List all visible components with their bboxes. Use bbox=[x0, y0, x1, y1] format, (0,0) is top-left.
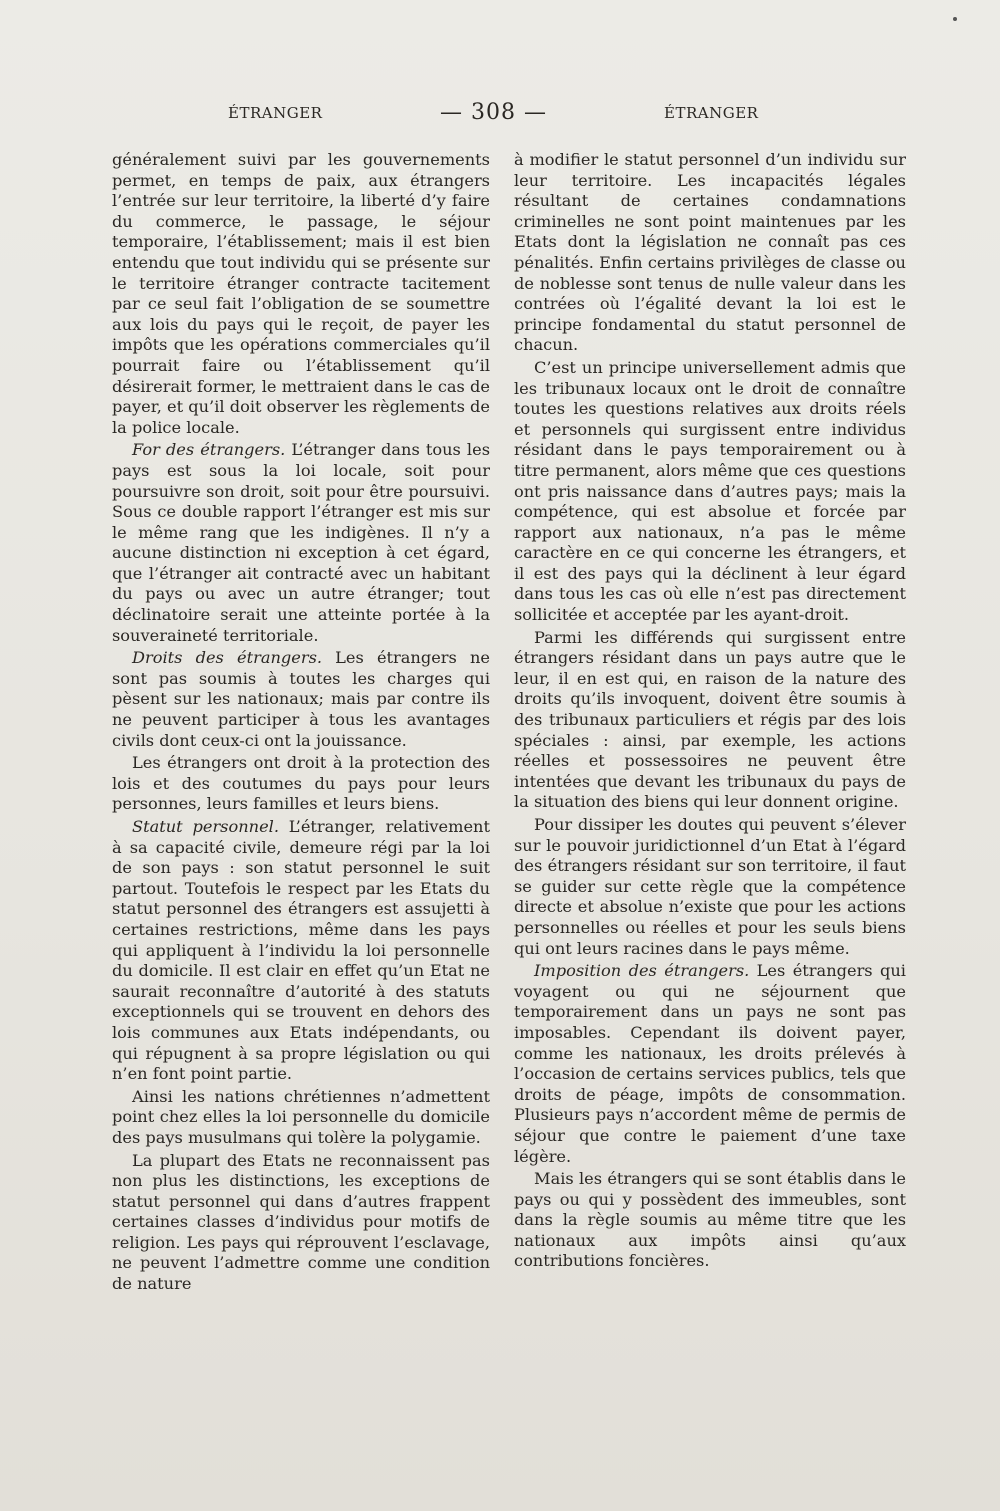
section-title: Imposition des étrangers. bbox=[534, 961, 750, 981]
paragraph: Pour dissiper les doutes qui peuvent s’élever sur le pouvoir juridictionnel d’un Etat à l’égard des étrangers résidant sur son territoire, il faut se guider sur cette règle que la compétence directe et absolue n’existe que pour les actions personnelles ou réelles et pour les seuls biens qui ont leurs racines dans le pays même. bbox=[514, 815, 906, 958]
paragraph: Statut personnel. L’étranger, relativement à sa capacité civile, demeure régi par la loi de son pays : son statut personnel le suit partout. Toutefois le respect par les Etats du statut personnel des étrangers est assujetti à certaines restrictions, même dans les pays qui appliquent à l’individu la loi personnelle du domicile. Il est clair en effet qu’un Etat ne saurait reconnaître d’autorité à des statuts exceptionnels qui se trouvent en dehors des lois communes aux Etats indépendants, ou qui répugnent à sa propre législation ou qui n’en font point partie. bbox=[112, 817, 490, 1084]
paragraph: Ainsi les nations chrétiennes n’admettent point chez elles la loi personnelle du domicile des pays musulmans qui tolère la polygamie. bbox=[112, 1086, 490, 1147]
paragraph: La plupart des Etats ne reconnaissent pas non plus les distinctions, les exceptions de statut personnel qui dans d’autres frappent certaines classes d’individus pour motifs de religion. Les pays qui réprouvent l’esclavage, ne peuvent l’admettre comme une condition de nature bbox=[112, 1150, 490, 1294]
section-title: Droits des étrangers. bbox=[132, 648, 323, 668]
paragraph: généralement suivi par les gouvernements permet, en temps de paix, aux étrangers l’entrée sur leur territoire, la liberté d’y faire du commerce, le passage, le séjour temporaire, l’établissement; mais il est bien entendu que tout individu qui se présente sur le territoire étranger contracte tacitement par ce seul fait l’obligation de se soumettre aux lois du pays qui le reçoit, de payer les impôts que les opérations commerciales qu’il pourrait faire ou l’établissement qu’il désirerait former, le mettraient dans le cas de payer, et qu’il doit observer les règlements de la police locale. bbox=[112, 150, 490, 437]
page-number: — 308 — bbox=[440, 100, 547, 125]
running-head-left: ÉTRANGER bbox=[228, 104, 323, 122]
running-head-right: ÉTRANGER bbox=[664, 104, 759, 122]
print-speck bbox=[953, 17, 957, 21]
paragraph: à modifier le statut personnel d’un individu sur leur territoire. Les incapacités légales résultant de certaines condamnations criminelles ne sont point maintenues par les Etats dont la législation ne connaît pas ces pénalités. Enfin certains privilèges de classe ou de noblesse sont tenus de nulle valeur dans les contrées où l’égalité devant la loi est le principe fondamental du statut personnel de chacun. bbox=[514, 150, 906, 355]
paragraph: Les étrangers ont droit à la protection des lois et des coutumes du pays pour leurs personnes, leurs familles et leurs biens. bbox=[112, 753, 490, 814]
right-column bbox=[514, 150, 906, 1272]
paragraph: Parmi les différends qui surgissent entre étrangers résidant dans un pays autre que le leur, il en est qui, en raison de la nature des droits qu’ils invoquent, doivent être soumis à des tribunaux particuliers et régis par des lois spéciales : ainsi, par exemple, les actions réelles et possessoires ne peuvent être intentées que devant les tribunaux du pays de la situation des biens qui leur donnent origine. bbox=[514, 627, 906, 812]
left-column bbox=[112, 150, 490, 1295]
paragraph: For des étrangers. L’étranger dans tous les pays est sous la loi locale, soit pour poursuivre son droit, soit pour être poursuivi. Sous ce double rapport l’étranger est mis sur le même rang que les indigènes. Il n’y a aucune distinction ni exception à cet égard, que l’étranger ait contracté avec un habitant du pays ou avec un autre étranger; tout déclinatoire serait une atteinte portée à la souveraineté territoriale. bbox=[112, 440, 490, 645]
paragraph: Droits des étrangers. Les étrangers ne sont pas soumis à toutes les charges qui pèsent sur les nationaux; mais par contre ils ne peuvent participer à tous les avantages civils dont ceux-ci ont la jouissance. bbox=[112, 648, 490, 750]
section-title: For des étrangers. bbox=[132, 440, 286, 460]
paragraph: Mais les étrangers qui se sont établis dans le pays ou qui y possèdent des immeubles, sont dans la règle soumis au même titre que les nationaux aux impôts ainsi qu’aux contributions foncières. bbox=[514, 1169, 906, 1271]
paragraph: Imposition des étrangers. Les étrangers qui voyagent ou qui ne séjournent que temporairement dans un pays ne sont pas imposables. Cependant ils doivent payer, comme les nationaux, les droits prélevés à l’occasion de certains services publics, tels que droits de péage, impôts de consommation. Plusieurs pays n’accordent même de permis de séjour que contre le paiement d’une taxe légère. bbox=[514, 961, 906, 1166]
running-head bbox=[108, 100, 902, 134]
section-title: Statut personnel. bbox=[132, 817, 279, 836]
paragraph: C’est un principe universellement admis que les tribunaux locaux ont le droit de connaître toutes les questions relatives aux droits réels et personnels qui surgissent entre individus résidant dans le pays temporairement ou à titre permanent, alors même que ces questions ont pris naissance dans d’autres pays; mais la compétence, qui est absolue et forcée par rapport aux nationaux, n’a pas le même caractère en ce qui concerne les étrangers, et il est des pays qui la déclinent à leur égard dans tous les cas où elle n’est pas directement sollicitée et acceptée par les ayant-droit. bbox=[514, 357, 906, 625]
